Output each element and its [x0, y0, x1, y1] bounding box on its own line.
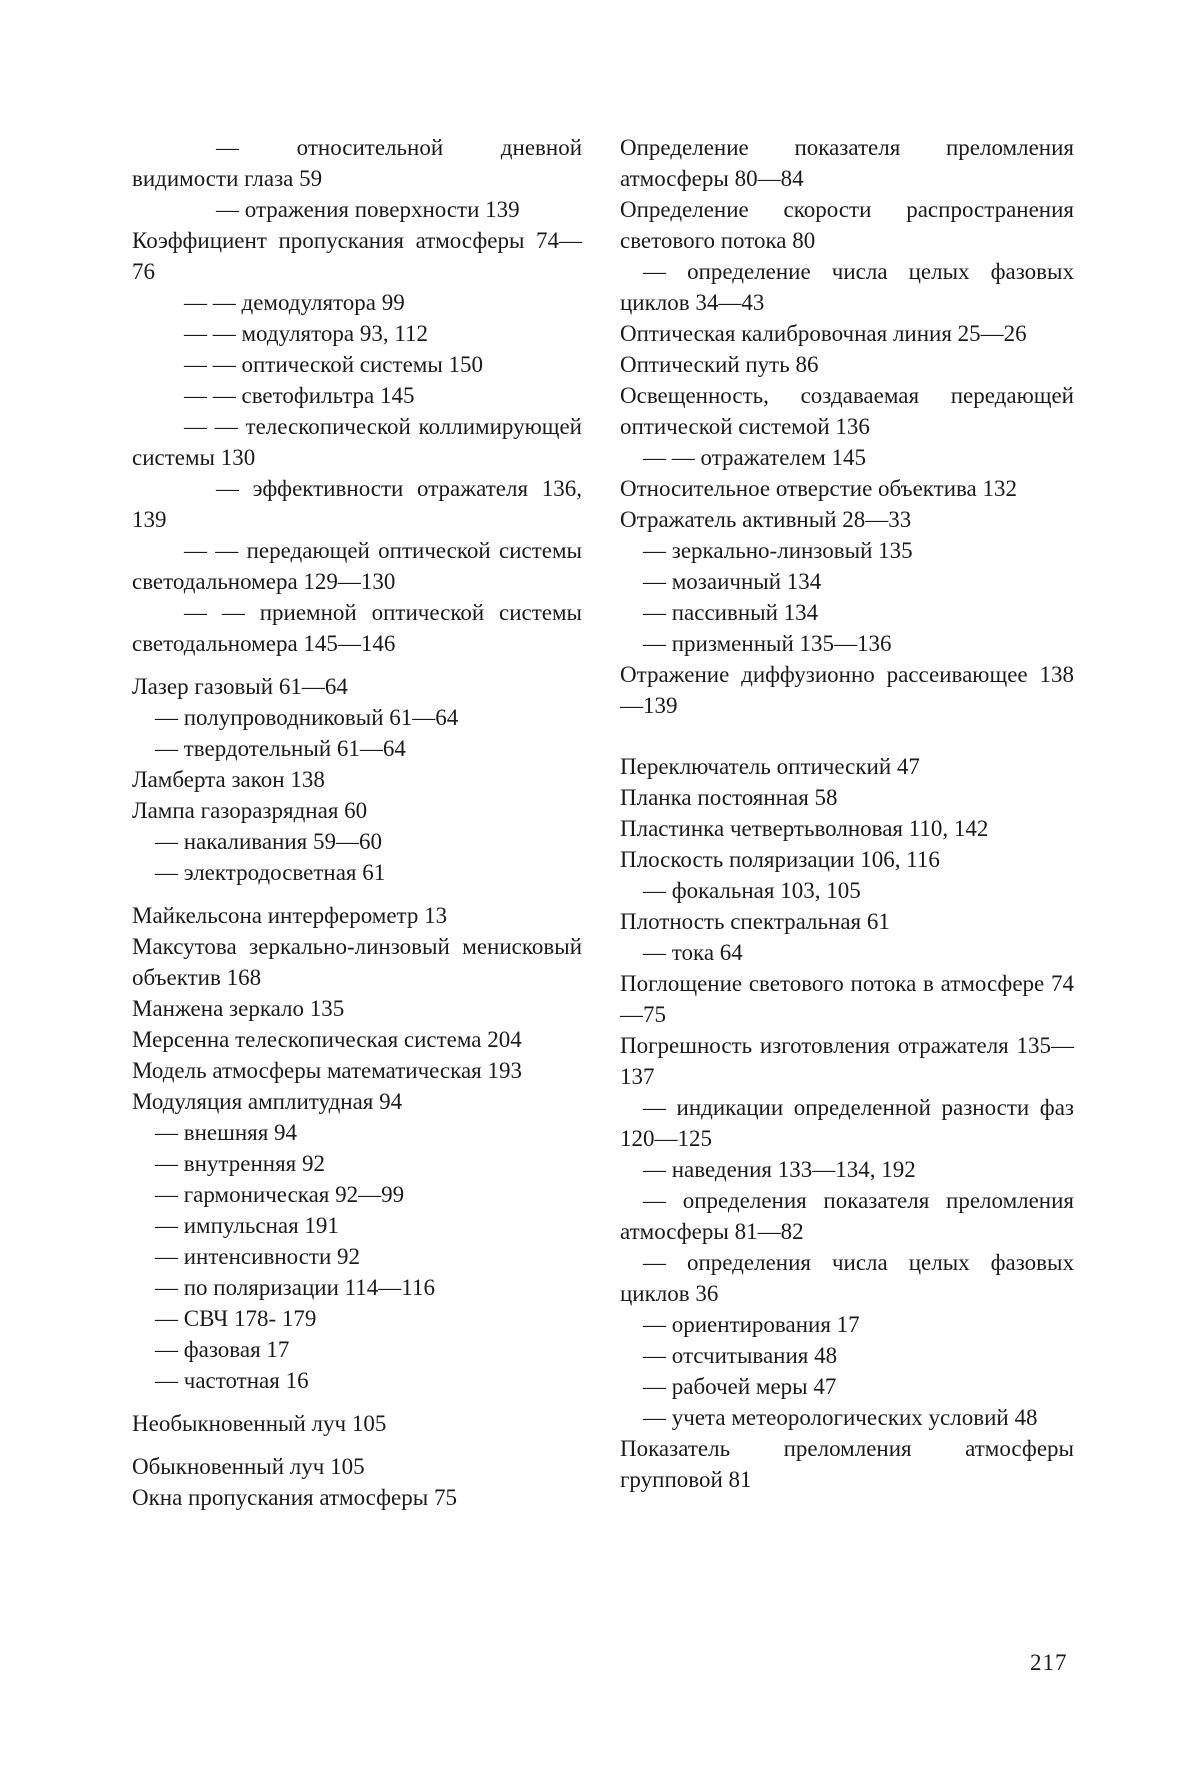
- index-entry: Поглощение светового потока в атмосфере 74—75: [620, 971, 1074, 1027]
- index-entry: Обыкновенный луч 105: [132, 1454, 365, 1479]
- index-entry: Оптическая калибровочная линия 25—26: [620, 321, 1027, 346]
- index-subentry: — — оптической системы 150: [184, 352, 484, 377]
- index-subentry: — относительной дневной видимости глаза 59: [132, 135, 582, 191]
- index-entry: Майкельсона интерферометр 13: [132, 903, 448, 928]
- index-subentry: — учета метеорологических условий 48: [643, 1405, 1038, 1430]
- index-entry: Планка постоянная 58: [620, 785, 838, 810]
- index-entry: Пластинка четвертьволновая 110, 142: [620, 816, 989, 841]
- index-column-left: [132, 132, 582, 1513]
- index-subentry: — наведения 133—134, 192: [643, 1157, 916, 1182]
- index-subentry: — эффективности отражателя 136, 139: [132, 476, 582, 532]
- index-subentry: — — телескопической коллимирующей системы 130: [132, 414, 582, 470]
- index-entry: Отражатель активный 28—33: [620, 507, 912, 532]
- index-subentry: — отсчитывания 48: [643, 1343, 838, 1368]
- index-subentry: — — модулятора 93, 112: [184, 321, 428, 346]
- index-subentry: — внешняя 94: [155, 1120, 298, 1145]
- index-subentry: — мозаичный 134: [643, 569, 822, 594]
- index-entry: Модуляция амплитудная 94: [132, 1089, 403, 1114]
- index-entry: Необыкновенный луч 105: [132, 1411, 387, 1436]
- index-subentry: — определения числа целых фазовых циклов 36: [620, 1250, 1074, 1306]
- index-entry: Лампа газоразрядная 60: [132, 798, 368, 823]
- index-subentry: — индикации определенной разности фаз 120—125: [620, 1095, 1074, 1151]
- index-subentry: — пассивный 134: [643, 600, 819, 625]
- index-subentry: — частотная 16: [155, 1368, 309, 1393]
- index-entry: Лазер газовый 61—64: [132, 674, 348, 699]
- index-subentry: — интенсивности 92: [155, 1244, 361, 1269]
- index-entry: Определение показателя преломления атмосферы 80—84: [620, 135, 1074, 191]
- index-subentry: — — светофильтра 145: [184, 383, 415, 408]
- index-entry: Модель атмосферы математическая 193: [132, 1058, 523, 1083]
- index-subentry: — внутренняя 92: [155, 1151, 325, 1176]
- index-subentry: — фокальная 103, 105: [643, 878, 861, 903]
- index-subentry: — фазовая 17: [155, 1337, 290, 1362]
- index-subentry: — — приемной оптической системы светодальномера 145—146: [132, 600, 582, 656]
- index-subentry: — полупроводниковый 61—64: [155, 705, 459, 730]
- index-subentry: — электродосветная 61: [155, 860, 386, 885]
- page-number: 217: [1030, 1650, 1068, 1675]
- index-entry: Оптический путь 86: [620, 352, 819, 377]
- index-subentry: — отражения поверхности 139: [216, 197, 520, 222]
- index-subentry: — — демодулятора 99: [184, 290, 405, 315]
- index-column-right: [620, 132, 1074, 1495]
- index-subentry: — по поляризации 114—116: [155, 1275, 435, 1300]
- index-subentry: — тока 64: [643, 940, 743, 965]
- index-entry: Показатель преломления атмосферы групповой 81: [620, 1436, 1074, 1492]
- index-subentry: — рабочей меры 47: [643, 1374, 837, 1399]
- index-entry: Окна пропускания атмосферы 75: [132, 1485, 457, 1510]
- index-entry: Мерсенна телескопическая система 204: [132, 1027, 522, 1052]
- index-subentry: — гармоническая 92—99: [155, 1182, 405, 1207]
- index-entry: Максутова зеркально-линзовый менисковый объектив 168: [132, 934, 582, 990]
- index-subentry: — призменный 135—136: [643, 631, 892, 656]
- index-entry: Переключатель оптический 47: [620, 754, 920, 779]
- index-subentry: — определения показателя преломления атмосферы 81—82: [620, 1188, 1074, 1244]
- index-subentry: — импульсная 191: [155, 1213, 339, 1238]
- index-subentry: — зеркально-линзовый 135: [643, 538, 913, 563]
- index-subentry: — ориентирования 17: [643, 1312, 860, 1337]
- index-entry: Коэффициент пропускания атмосферы 74—76: [132, 228, 582, 284]
- index-subentry: — твердотельный 61—64: [155, 736, 406, 761]
- index-entry: Плоскость поляризации 106, 116: [620, 847, 940, 872]
- index-subentry: — — передающей оптической системы светодальномера 129—130: [132, 538, 582, 594]
- index-entry: Погрешность изготовления отражателя 135—137: [620, 1033, 1074, 1089]
- index-entry: Плотность спектральная 61: [620, 909, 890, 934]
- index-entry: Отражение диффузионно рассеивающее 138—139: [620, 662, 1074, 718]
- index-entry: Ламберта закон 138: [132, 767, 325, 792]
- index-entry: Манжена зеркало 135: [132, 996, 345, 1021]
- index-entry: Относительное отверстие объектива 132: [620, 476, 1018, 501]
- index-subentry: — определение числа целых фазовых циклов 34—43: [620, 259, 1074, 315]
- index-entry: Освещенность, создаваемая передающей оптической системой 136: [620, 383, 1074, 439]
- index-subentry: — накаливания 59—60: [155, 829, 383, 854]
- index-subentry: — — отражателем 145: [643, 445, 866, 470]
- index-subentry: — СВЧ 178- 179: [155, 1306, 317, 1331]
- index-entry: Определение скорости распространения светового потока 80: [620, 197, 1074, 253]
